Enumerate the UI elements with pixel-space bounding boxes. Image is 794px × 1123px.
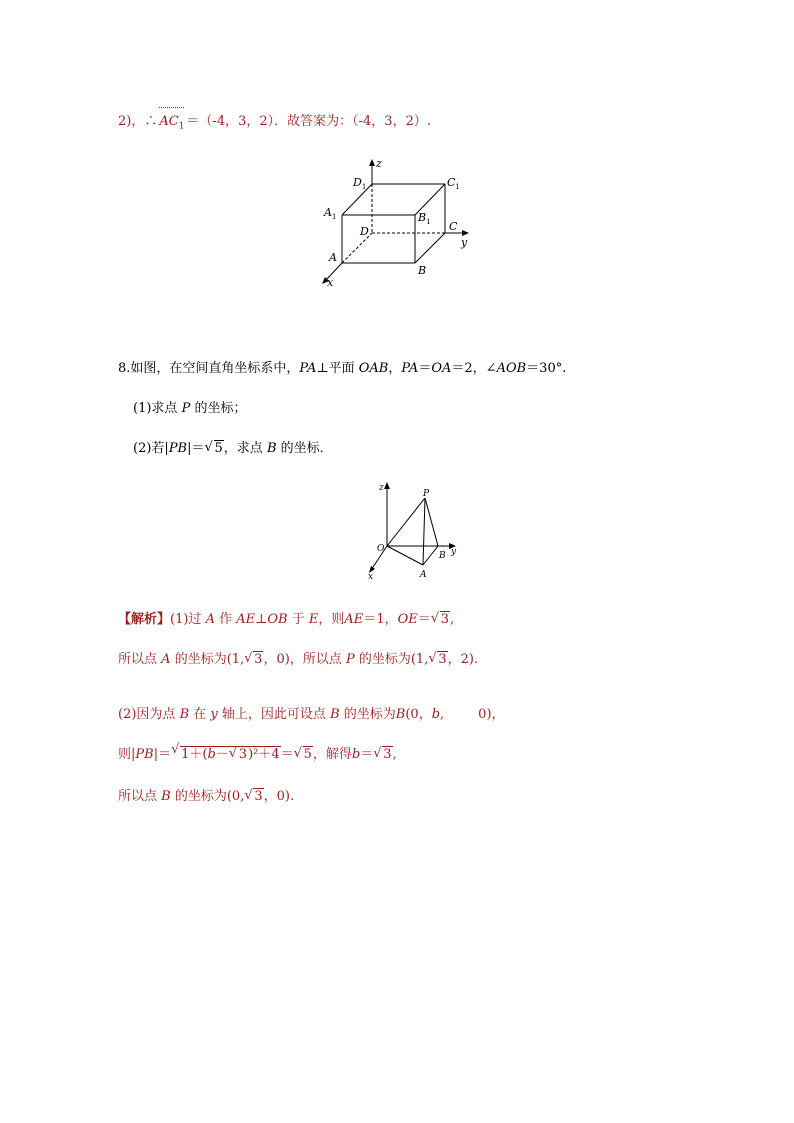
s3-f: ,	[440, 707, 445, 722]
s5-sqrt: √ 3	[244, 789, 263, 804]
label-b: B	[418, 264, 427, 277]
edge-pb	[425, 498, 438, 546]
s2-a: 所以点	[118, 652, 158, 667]
s1-var-ae: AE	[236, 612, 256, 627]
q1-number: (1)	[133, 401, 152, 416]
s3-d: 的坐标为	[343, 707, 396, 722]
s3-c: 轴上，因此可设点	[221, 707, 326, 722]
s3-var-y: y	[210, 707, 218, 722]
label-y: y	[451, 547, 457, 557]
s1-var-ob: OB	[267, 612, 288, 627]
s3-var-bvar: b	[431, 707, 441, 722]
edge-pa	[423, 498, 425, 565]
stem-eq: ＝	[418, 361, 432, 376]
s2-d: 的坐标为(1,	[358, 652, 429, 667]
solution-line-2	[118, 648, 478, 667]
edge-op	[387, 498, 425, 546]
problem-number: 8.	[118, 361, 131, 376]
label-z: z	[376, 157, 382, 170]
figure-tetrahedron	[360, 478, 465, 583]
s4-sqrt3: √ 3	[373, 747, 392, 762]
label-b: B	[439, 551, 446, 561]
s3-g: 0)，	[478, 707, 505, 722]
s2-sqrt: √ 3	[244, 652, 263, 667]
label-x: x	[368, 572, 374, 582]
q2-var-pb: PB	[168, 441, 188, 456]
s2-b: 的坐标为(1,	[174, 652, 245, 667]
s1-b: 作	[219, 612, 233, 627]
q2-sqrt: √ 5	[205, 441, 224, 456]
solution-line-3	[118, 703, 505, 722]
label-b1: $B_1$	[418, 211, 431, 226]
edge-oa	[387, 546, 423, 565]
label-p: P	[423, 489, 430, 499]
s4-var-b: b	[351, 747, 361, 762]
s3-e: (0，	[405, 707, 432, 722]
s1-var-oe: OE	[397, 612, 418, 627]
problem-8-stem	[118, 357, 566, 376]
s2-var-a: A	[161, 652, 171, 667]
answer-line-1	[118, 110, 431, 132]
s1-var-e: E	[308, 612, 319, 627]
label-c: C	[449, 220, 458, 233]
stem-eq2: ＝2，∠	[451, 361, 497, 376]
s4-a: 则|	[118, 747, 136, 762]
s1-c: 于	[291, 612, 305, 627]
q2-number: (2)	[133, 441, 152, 456]
solution-line-4	[118, 743, 397, 762]
stem-text: 如图，在空间直角坐标系中，	[130, 361, 300, 376]
s1-sqrt: √ 3	[431, 612, 450, 627]
label-d: D	[360, 225, 369, 238]
s1-g: ,	[450, 612, 455, 627]
label-a1: $A_1$	[324, 206, 337, 221]
edge-bc	[415, 233, 445, 263]
s3-var-b2: B	[330, 707, 340, 722]
var-oa: OA	[431, 361, 452, 376]
solution-tag: 【解析】	[118, 612, 171, 627]
s2-e: ，2).	[447, 652, 479, 667]
s1-e: ＝1，	[363, 612, 398, 627]
label-y: y	[461, 236, 468, 249]
s1-d: ，则	[318, 612, 345, 627]
s1-var-ae2: AE	[344, 612, 364, 627]
vector-arrow-mark	[159, 107, 184, 108]
axis-z-arrow	[369, 159, 375, 166]
stem-comma: ，	[388, 361, 402, 376]
s4-b: |＝	[153, 747, 172, 762]
s3-a: (2)因为点	[118, 707, 176, 722]
q1-end: 的坐标；	[194, 401, 247, 416]
label-d1: $D_1$	[353, 176, 367, 191]
axis-z-arrow	[384, 482, 390, 489]
solution-line-5	[118, 785, 294, 804]
s5-c: ，0).	[263, 789, 295, 804]
var-pa2: PA	[401, 361, 419, 376]
vector-ac1	[159, 114, 184, 132]
q2-eq: |＝	[187, 441, 205, 456]
label-x: x	[327, 276, 334, 289]
s2-var-p: P	[345, 652, 355, 667]
vector-sub: 1	[178, 121, 185, 132]
answer-eq: ＝（-4，3，2）．	[186, 114, 288, 129]
label-a: A	[329, 251, 337, 264]
s4-d: ，解得	[312, 747, 352, 762]
answer-conclusion: 故答案为：（-4，3，2）.	[287, 114, 431, 129]
problem-8-q2	[133, 437, 333, 456]
s3-b: 在	[193, 707, 207, 722]
s1-a: (1)过	[170, 612, 202, 627]
edge-ab	[423, 546, 438, 565]
s2-sqrt2: √ 3	[428, 652, 447, 667]
q2-end: 的坐标．	[280, 441, 333, 456]
s3-var-b3: B	[395, 707, 406, 722]
s1-f: ＝	[417, 612, 431, 627]
s4-var-pb: PB	[135, 747, 154, 762]
s4-big-sqrt: √ 1＋(b－√ 3)²＋4	[171, 743, 281, 762]
stem-angle: ＝30°.	[526, 361, 567, 376]
var-aob: AOB	[496, 361, 527, 376]
q1-text: 求点	[151, 401, 178, 416]
s4-c: ＝	[280, 747, 294, 762]
s5-var-b: B	[161, 789, 171, 804]
q2-var-b: B	[266, 441, 277, 456]
vector-base: AC	[159, 114, 179, 129]
s1-perp: ⊥	[255, 612, 268, 627]
q1-var-p: P	[181, 401, 191, 416]
q2-pre: 若|	[151, 441, 169, 456]
s4-sqrt5: √ 5	[294, 747, 313, 762]
s3-var-b: B	[179, 707, 190, 722]
s1-var-a: A	[205, 612, 215, 627]
s5-b: 的坐标为(0,	[174, 789, 245, 804]
q2-mid: ，求点	[223, 441, 263, 456]
label-c1: $C_1$	[447, 176, 460, 191]
problem-8-q1	[133, 397, 246, 416]
var-pa: PA	[299, 361, 317, 376]
label-a: A	[420, 570, 427, 580]
stem-perp: ⊥平面	[316, 361, 355, 376]
s2-c: ，0)，所以点	[263, 652, 342, 667]
label-o: O	[377, 544, 385, 554]
figure-cuboid	[315, 155, 480, 295]
var-oab: OAB	[358, 361, 389, 376]
label-z: z	[379, 483, 384, 493]
solution-line-1	[118, 608, 454, 627]
s4-e: ＝	[360, 747, 374, 762]
s5-a: 所以点	[118, 789, 158, 804]
s4-f: ,	[392, 747, 397, 762]
answer-prefix: 2)，∴	[118, 114, 158, 129]
